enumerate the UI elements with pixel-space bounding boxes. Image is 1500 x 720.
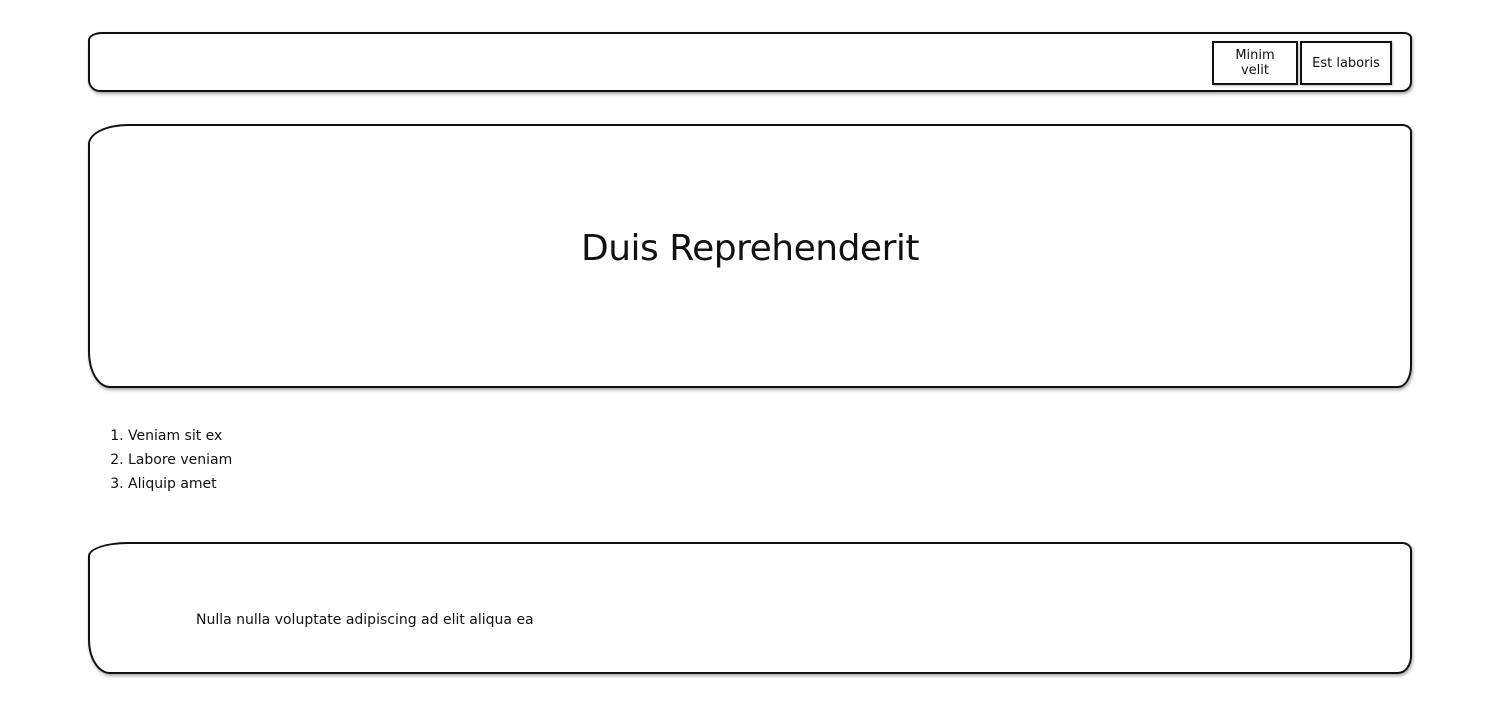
ordered-list bbox=[110, 424, 232, 496]
footer-text: Nulla nulla voluptate adipiscing ad elit aliqua ea bbox=[196, 612, 534, 628]
footer-panel bbox=[88, 542, 1412, 674]
hero-banner bbox=[88, 124, 1412, 388]
list-item: 2. Labore veniam bbox=[128, 448, 232, 472]
list-item: 3. Aliquip amet bbox=[128, 472, 232, 496]
nav-button-est-laboris[interactable]: Est laboris bbox=[1300, 41, 1392, 85]
hero-title: Duis Reprehenderit bbox=[581, 227, 919, 269]
list-item: 1. Veniam sit ex bbox=[128, 424, 232, 448]
nav-button-group bbox=[1212, 41, 1392, 85]
nav-button-minim-velit[interactable]: Minim velit bbox=[1212, 41, 1298, 85]
top-nav-bar bbox=[88, 32, 1412, 92]
